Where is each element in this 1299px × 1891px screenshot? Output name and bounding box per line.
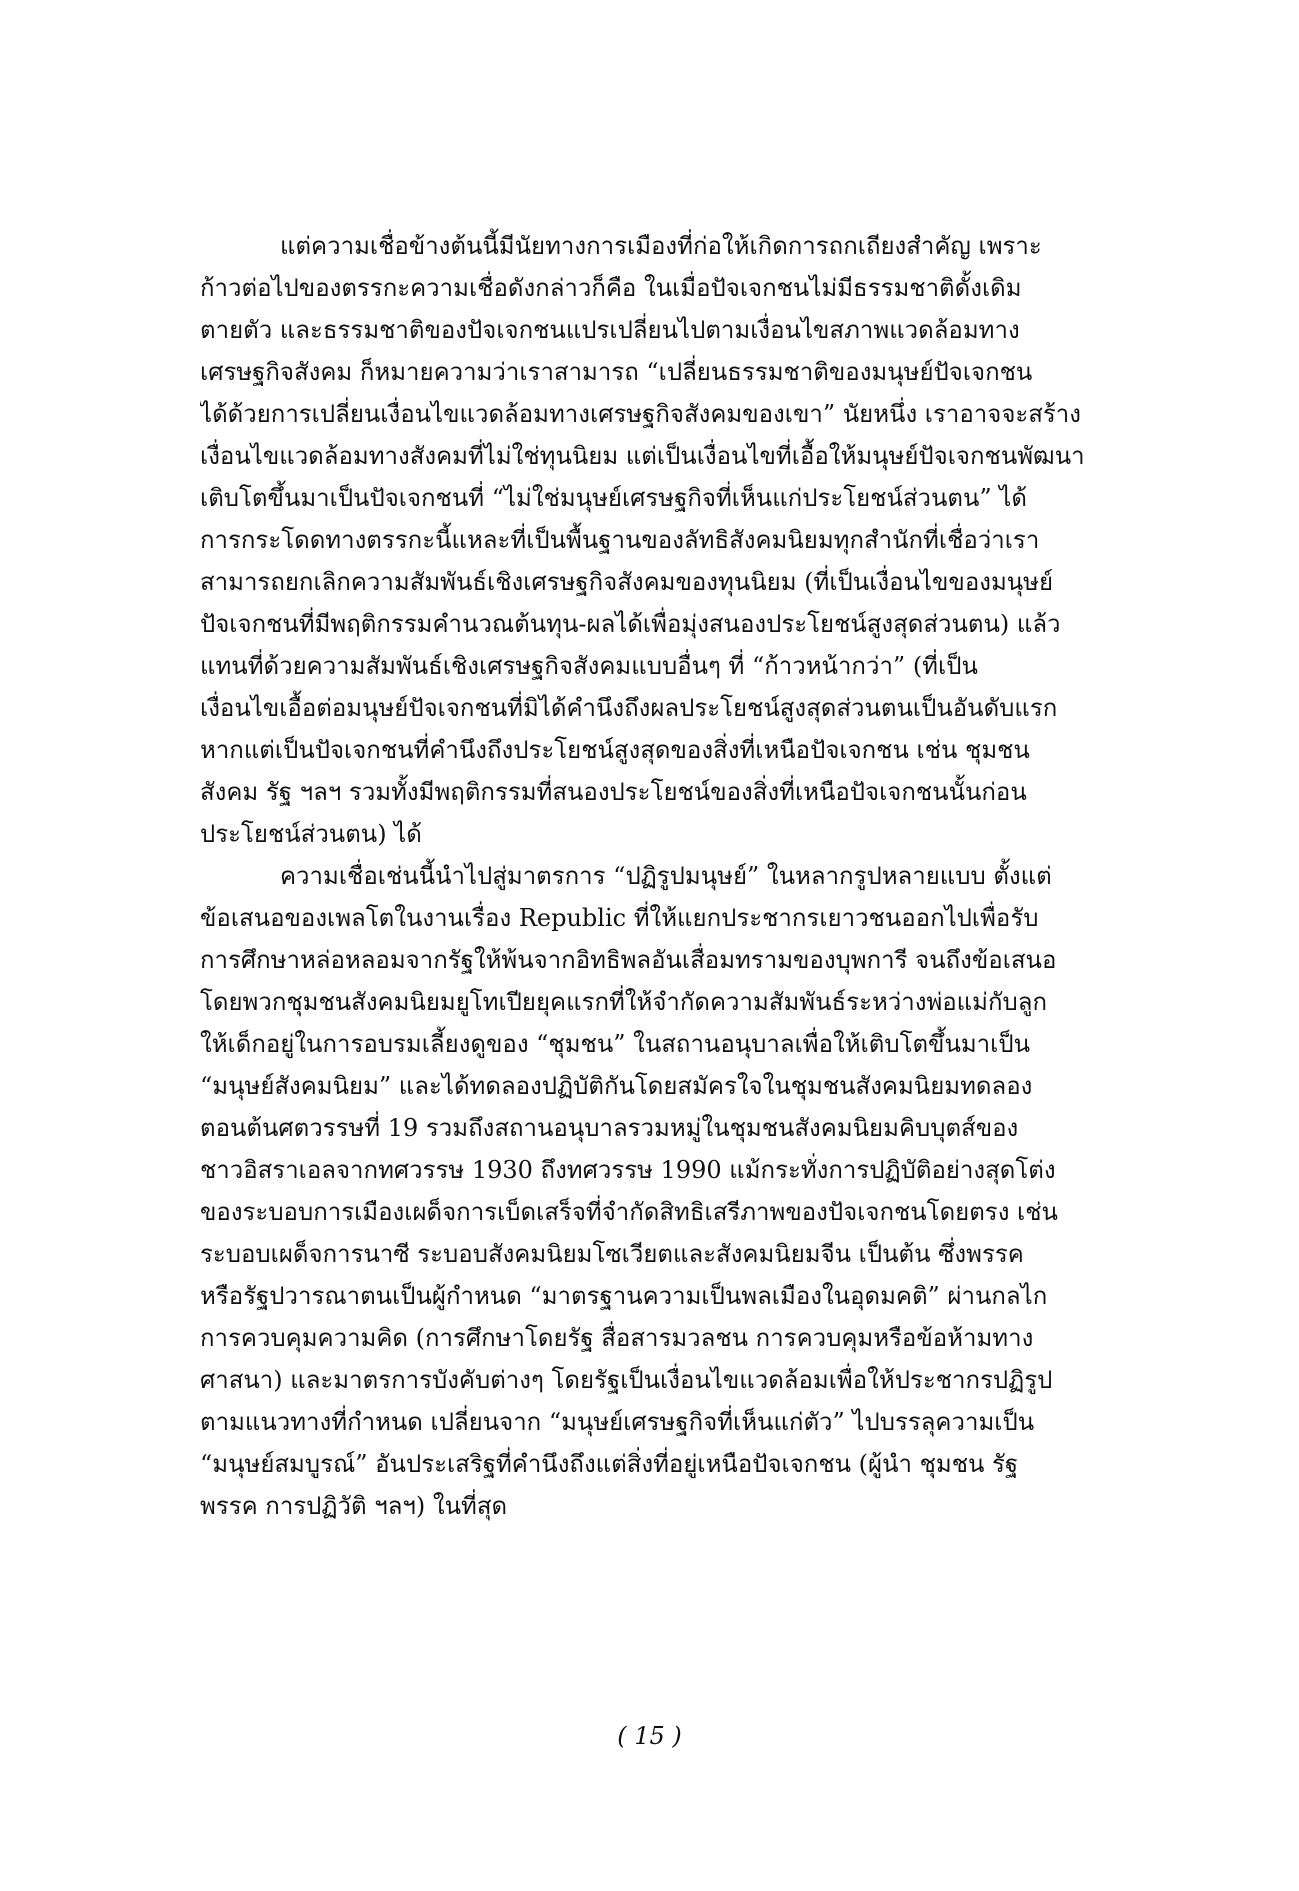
text-line: ให้เด็กอยู่ในการอบรมเลี้ยงดูของ “ชุมชน” ในสถานอนุบาลเพื่อให้เติบโตขึ้นมาเป็น (200, 1030, 1030, 1058)
text-line: โดยพวกชุมชนสังคมนิยมยูโทเปียยุคแรกที่ให้จำกัดความสัมพันธ์ระหว่างพ่อแม่กับลูก (200, 988, 1047, 1016)
text-line: การศึกษาหล่อหลอมจากรัฐให้พ้นจากอิทธิพลอันเสื่อมทรามของบุพการี จนถึงข้อเสนอ (200, 946, 1057, 974)
paragraph-1 (200, 225, 1100, 855)
text-line: พรรค การปฏิวัติ ฯลฯ) ในที่สุด (200, 1492, 508, 1520)
text-line: สามารถยกเลิกความสัมพันธ์เชิงเศรษฐกิจสังคมของทุนนิยม (ที่เป็นเงื่อนไขของมนุษย์ (200, 568, 1054, 596)
text-line: “มนุษย์สมบูรณ์” อันประเสริฐที่คำนึงถึงแต่สิ่งที่อยู่เหนือปัจเจกชน (ผู้นำ ชุมชน รัฐ (200, 1450, 1019, 1478)
text-line: เงื่อนไขแวดล้อมทางสังคมที่ไม่ใช่ทุนนิยม แต่เป็นเงื่อนไขที่เอื้อให้มนุษย์ปัจเจกชนพัฒนา (200, 442, 1085, 470)
text-line: ได้ด้วยการเปลี่ยนเงื่อนไขแวดล้อมทางเศรษฐกิจสังคมของเขา” นัยหนึ่ง เราอาจจะสร้าง (200, 400, 1082, 428)
text-line: แต่ความเชื่อข้างต้นนี้มีนัยทางการเมืองที่ก่อให้เกิดการถกเถียงสำคัญ เพราะ (280, 232, 1042, 260)
text-line: หรือรัฐปวารณาตนเป็นผู้กำหนด “มาตรฐานความเป็นพลเมืองในอุดมคติ” ผ่านกลไก (200, 1282, 1048, 1310)
text-line: ศาสนา) และมาตรการบังคับต่างๆ โดยรัฐเป็นเงื่อนไขแวดล้อมเพื่อให้ประชากรปฏิรูป (200, 1366, 1053, 1394)
text-line: ตามแนวทางที่กำหนด เปลี่ยนจาก “มนุษย์เศรษฐกิจที่เห็นแก่ตัว” ไปบรรลุความเป็น (200, 1408, 1035, 1436)
body-text (200, 225, 1100, 1527)
text-line: “มนุษย์สังคมนิยม” และได้ทดลองปฏิบัติกันโดยสมัครใจในชุมชนสังคมนิยมทดลอง (200, 1072, 1033, 1100)
text-line: สังคม รัฐ ฯลฯ รวมทั้งมีพฤติกรรมที่สนองประโยชน์ของสิ่งที่เหนือปัจเจกชนนั้นก่อน (200, 778, 1027, 806)
text-line: ข้อเสนอของเพลโตในงานเรื่อง Republic ที่ให้แยกประชากรเยาวชนออกไปเพื่อรับ (200, 904, 1039, 932)
text-line: เศรษฐกิจสังคม ก็หมายความว่าเราสามารถ “เปลี่ยนธรรมชาติของมนุษย์ปัจเจกชน (200, 358, 1033, 386)
text-line: หากแต่เป็นปัจเจกชนที่คำนึงถึงประโยชน์สูงสุดของสิ่งที่เหนือปัจเจกชน เช่น ชุมชน (200, 736, 1030, 764)
text-line: ของระบอบการเมืองเผด็จการเบ็ดเสร็จที่จำกัดสิทธิเสรีภาพของปัจเจกชนโดยตรง เช่น (200, 1198, 1058, 1226)
paragraph-2 (200, 855, 1100, 1527)
text-line: ตายตัว และธรรมชาติของปัจเจกชนแปรเปลี่ยนไปตามเงื่อนไขสภาพแวดล้อมทาง (200, 316, 1020, 344)
text-line: ก้าวต่อไปของตรรกะความเชื่อดังกล่าวก็คือ ในเมื่อปัจเจกชนไม่มีธรรมชาติดั้งเดิม (200, 274, 1022, 302)
text-line: การควบคุมความคิด (การศึกษาโดยรัฐ สื่อสารมวลชน การควบคุมหรือข้อห้ามทาง (200, 1324, 1034, 1352)
page-number: ( 15 ) (617, 1722, 682, 1750)
text-line: ความเชื่อเช่นนี้นำไปสู่มาตรการ “ปฏิรูปมนุษย์” ในหลากรูปหลายแบบ ตั้งแต่ (280, 862, 1052, 890)
text-line: ชาวอิสราเอลจากทศวรรษ 1930 ถึงทศวรรษ 1990 แม้กระทั่งการปฏิบัติอย่างสุดโต่ง (200, 1156, 1056, 1184)
text-line: ประโยชน์ส่วนตน) ได้ (200, 820, 422, 848)
text-line: การกระโดดทางตรรกะนี้แหละที่เป็นพื้นฐานของลัทธิสังคมนิยมทุกสำนักที่เชื่อว่าเรา (200, 526, 1040, 554)
text-line: ปัจเจกชนที่มีพฤติกรรมคำนวณต้นทุน-ผลได้เพื่อมุ่งสนองประโยชน์สูงสุดส่วนตน) แล้ว (200, 610, 1061, 638)
text-line: ระบอบเผด็จการนาซี ระบอบสังคมนิยมโซเวียตและสังคมนิยมจีน เป็นต้น ซึ่งพรรค (200, 1240, 1024, 1268)
text-line: ตอนต้นศตวรรษที่ 19 รวมถึงสถานอนุบาลรวมหมู่ในชุมชนสังคมนิยมคิบบุตส์ของ (200, 1114, 1019, 1142)
text-line: แทนที่ด้วยความสัมพันธ์เชิงเศรษฐกิจสังคมแบบอื่นๆ ที่ “ก้าวหน้ากว่า” (ที่เป็น (200, 652, 978, 680)
text-line: เติบโตขึ้นมาเป็นปัจเจกชนที่ “ไม่ใช่มนุษย์เศรษฐกิจที่เห็นแก่ประโยชน์ส่วนตน” ได้ (200, 484, 1027, 512)
text-line: เงื่อนไขเอื้อต่อมนุษย์ปัจเจกชนที่มิได้คำนึงถึงผลประโยชน์สูงสุดส่วนตนเป็นอันดับแรก (200, 694, 1058, 722)
